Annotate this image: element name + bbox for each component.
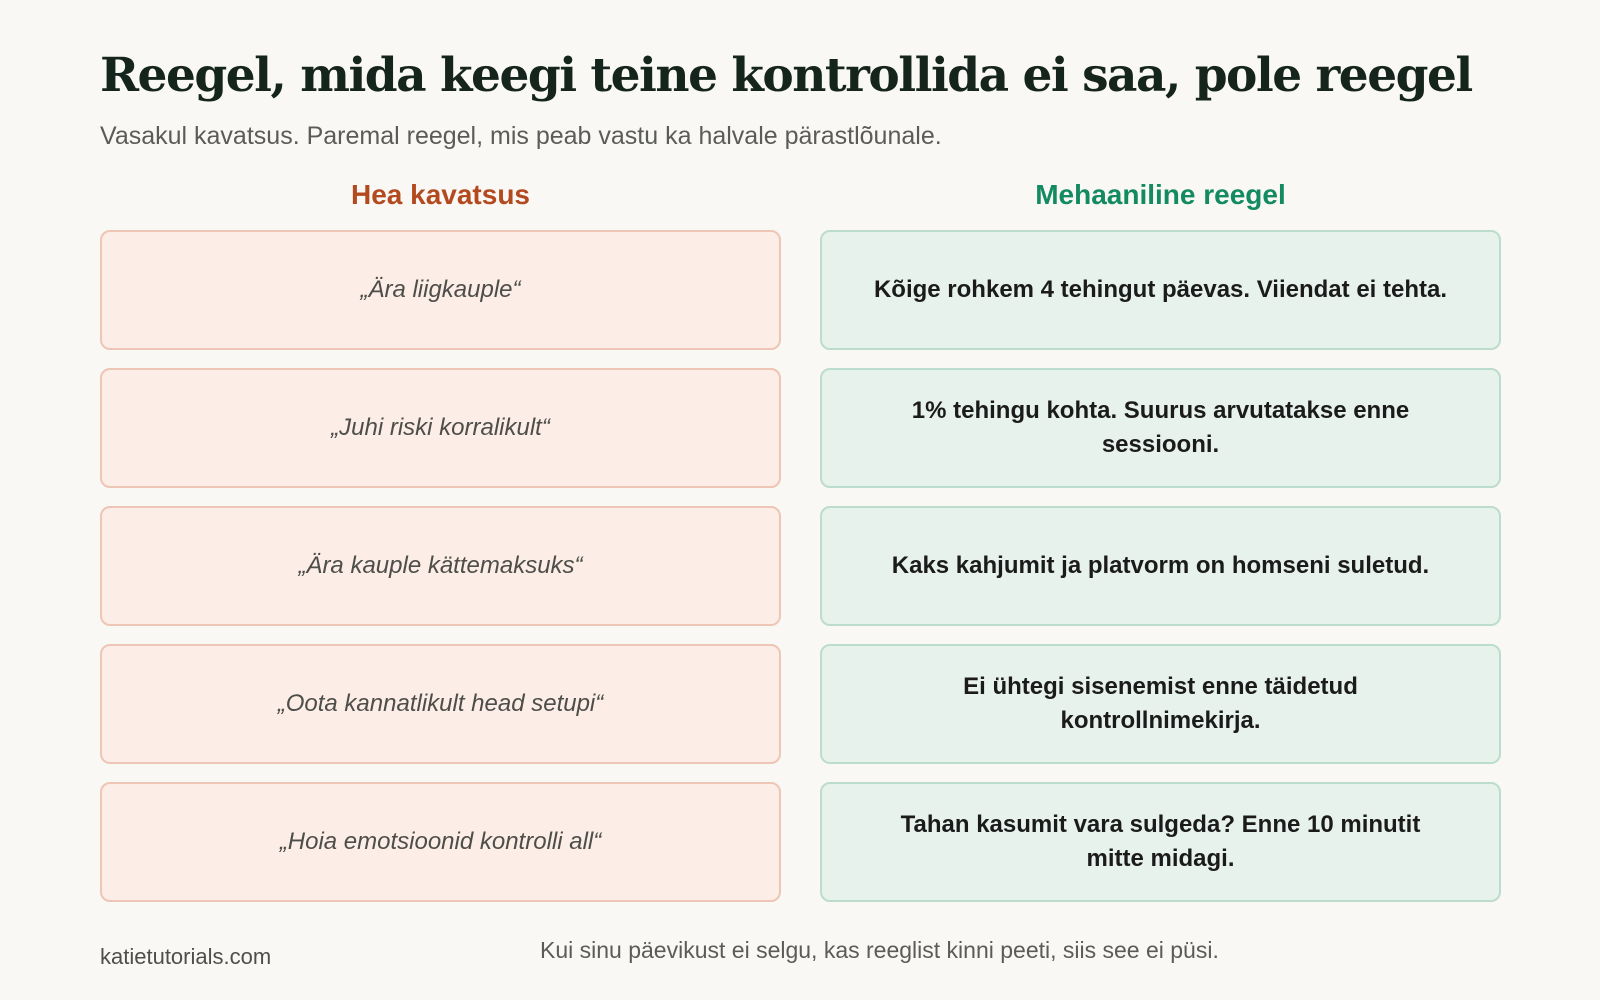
- rule-text: Kaks kahjumit ja platvorm on homseni suletud.: [891, 552, 1430, 579]
- intention-text: „Hoia emotsioonid kontrolli all“: [279, 828, 602, 855]
- page-subtitle: Vasakul kavatsus. Paremal reegel, mis peab vastu ka halvale pärastlõunale.: [100, 122, 942, 150]
- rule-card: [820, 506, 1501, 626]
- intention-text: „Ära liigkauple“: [360, 276, 521, 303]
- intention-card: [100, 506, 781, 626]
- page-title: Reegel, mida keegi teine kontrollida ei saa, pole reegel: [100, 48, 1472, 103]
- intention-text: „Juhi riski korralikult“: [331, 414, 550, 441]
- footer-note: Kui sinu päevikust ei selgu, kas reeglist kinni peeti, siis see ei püsi.: [540, 937, 1219, 963]
- brand-label: katietutorials.com: [100, 944, 272, 969]
- intentions-column: [100, 230, 781, 902]
- rules-column: [820, 230, 1501, 902]
- intention-card: [100, 230, 781, 350]
- rule-text: Tahan kasumit vara sulgeda? Enne 10 minutit mitte midagi.: [900, 811, 1421, 872]
- rule-text: 1% tehingu kohta. Suurus arvutatakse enne sessiooni.: [911, 397, 1410, 458]
- intention-card: [100, 644, 781, 764]
- intention-card: [100, 782, 781, 902]
- rule-card: [820, 782, 1501, 902]
- rule-card: [820, 368, 1501, 488]
- rule-card: [820, 230, 1501, 350]
- intention-text: „Oota kannatlikult head setupi“: [277, 690, 604, 717]
- intentions-heading: Hea kavatsus: [350, 179, 530, 210]
- rule-text: Ei ühtegi sisenemist enne täidetud kontrollnimekirja.: [963, 673, 1358, 734]
- rules-heading: Mehaaniline reegel: [1035, 179, 1286, 210]
- rule-text: Kõige rohkem 4 tehingut päevas. Viiendat ei tehta.: [873, 276, 1448, 303]
- intention-card: [100, 368, 781, 488]
- intention-text: „Ära kauple kättemaksuks“: [298, 552, 583, 579]
- rule-card: [820, 644, 1501, 764]
